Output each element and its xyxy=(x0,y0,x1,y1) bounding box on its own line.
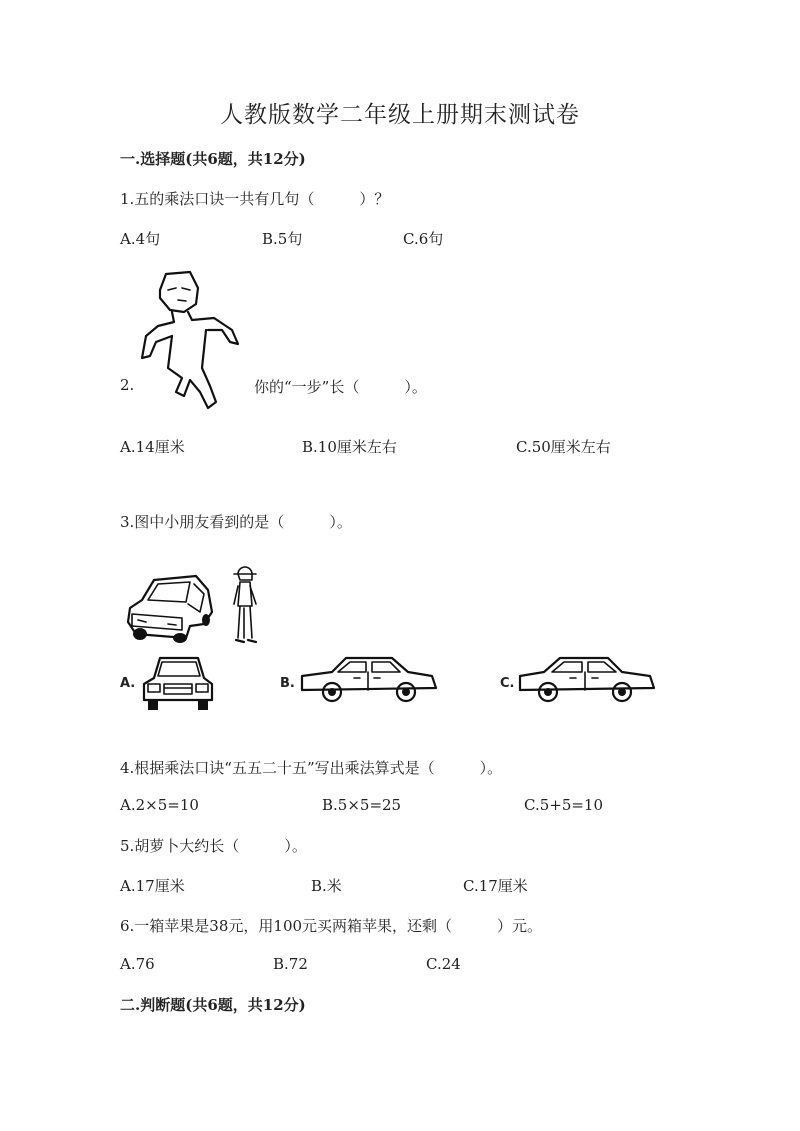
question-3: 3.图中小朋友看到的是（ ）。 xyxy=(120,513,352,531)
q3-option-c-label[interactable]: C. xyxy=(500,676,515,691)
section-heading-true-false: 二.判断题(共6题，共12分) xyxy=(120,996,306,1014)
child-observer-illustration xyxy=(230,564,260,650)
q2-option-a[interactable]: A.14厘米 xyxy=(120,438,185,456)
walking-person-illustration xyxy=(138,268,250,414)
q4-option-b[interactable]: B.5×5=25 xyxy=(322,796,402,814)
question-6: 6.一箱苹果是38元，用100元买两箱苹果，还剩（ ）元。 xyxy=(120,917,543,935)
q6-option-c[interactable]: C.24 xyxy=(426,955,461,973)
q5-option-b[interactable]: B.米 xyxy=(311,877,342,895)
car-front-view[interactable] xyxy=(140,654,216,714)
q4-option-c[interactable]: C.5+5=10 xyxy=(524,796,604,814)
question-4: 4.根据乘法口诀“五五二十五”写出乘法算式是（ ）。 xyxy=(120,759,503,777)
section-heading-choice: 一.选择题(共6题，共12分) xyxy=(120,150,306,168)
q3-option-a-label[interactable]: A. xyxy=(120,676,136,691)
question-2: 你的“一步”长（ ）。 xyxy=(254,378,427,396)
question-2-number: 2. xyxy=(120,376,135,394)
q2-option-b[interactable]: B.10厘米左右 xyxy=(302,438,397,456)
q1-option-a[interactable]: A.4句 xyxy=(120,230,161,248)
q1-option-c[interactable]: C.6句 xyxy=(403,230,444,248)
q3-option-b-label[interactable]: B. xyxy=(280,676,295,691)
car-three-quarter-view xyxy=(124,572,216,644)
car-side-view-right[interactable] xyxy=(516,654,656,706)
car-side-view-left[interactable] xyxy=(298,654,438,706)
q6-option-b[interactable]: B.72 xyxy=(273,955,308,973)
q4-option-a[interactable]: A.2×5=10 xyxy=(120,796,199,814)
q5-option-c[interactable]: C.17厘米 xyxy=(463,877,528,895)
q2-option-c[interactable]: C.50厘米左右 xyxy=(516,438,611,456)
q6-option-a[interactable]: A.76 xyxy=(120,955,155,973)
question-5: 5.胡萝卜大约长（ ）。 xyxy=(120,837,307,855)
page-title: 人教版数学二年级上册期末测试卷 xyxy=(220,102,580,128)
question-1: 1.五的乘法口诀一共有几句（ ）？ xyxy=(120,190,390,208)
q1-option-b[interactable]: B.5句 xyxy=(262,230,303,248)
q5-option-a[interactable]: A.17厘米 xyxy=(120,877,185,895)
